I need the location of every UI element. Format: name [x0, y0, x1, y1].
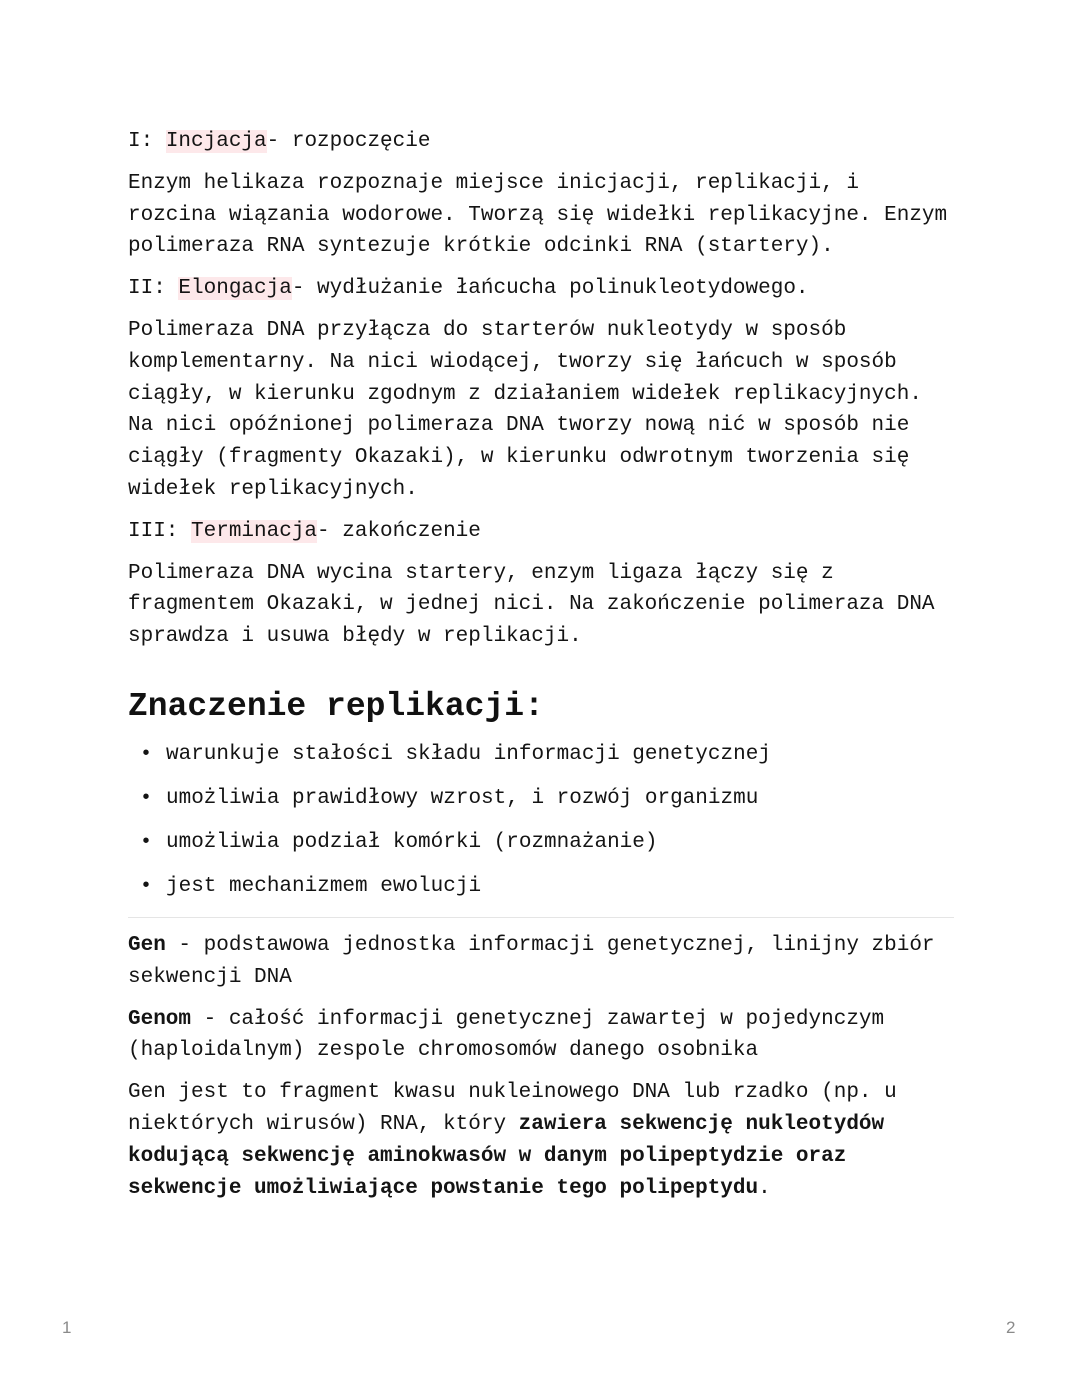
gen-definition: Gen - podstawowa jednostka informacji genetycznej, linijny zbiór sekwencji DNA: [128, 933, 935, 989]
phase-3-term: Terminacja: [191, 519, 318, 543]
gen-term: Gen: [128, 933, 166, 957]
gen-description-bold: zawiera sekwencję nukleotydów kodującą sekwencję aminokwasów w danym polipeptydzie oraz sekwencje umożliwiające powstanie tego polipeptydu: [128, 1112, 885, 1200]
phase-2-term: Elongacja: [178, 277, 292, 301]
bullet-icon: •: [140, 874, 153, 898]
page-number-left: 1: [62, 1318, 72, 1337]
phase-3-title: III: Terminacja- zakończenie: [128, 519, 481, 543]
page-number-right: 2: [1006, 1318, 1016, 1337]
bullet-icon: •: [140, 786, 153, 810]
bullet-icon: •: [140, 830, 153, 854]
list-item: • umożliwia prawidłowy wzrost, i rozwój organizmu: [128, 783, 954, 815]
phase-2-title: II: Elongacja- wydłużanie łańcucha polinukleotydowego.: [128, 277, 809, 301]
phase-3-description: Polimeraza DNA wycina startery, enzym ligaza łączy się z fragmentem Okazaki, w jednej nici. Na zakończenie polimeraza DNA sprawdza i usuwa błędy w replikacji.: [128, 561, 935, 649]
bullet-icon: •: [140, 742, 153, 766]
gen-description: Gen jest to fragment kwasu nukleinowego DNA lub rzadko (np. u niektórych wirusów) RNA, który zawiera sekwencję nukleotydów kodującą sekwencję aminokwasów w danym polipeptydzie oraz sekwencje umożliwiające powstanie tego polipeptydu.: [128, 1081, 897, 1200]
list-item: • warunkuje stałości składu informacji genetycznej: [128, 739, 954, 771]
genom-term: Genom: [128, 1007, 192, 1031]
divider: [128, 917, 954, 918]
genom-definition: Genom - całość informacji genetycznej zawartej w pojedynczym (haploidalnym) zespole chromosomów danego osobnika: [128, 1007, 885, 1063]
document-content: [128, 126, 954, 1214]
phase-1-term: Incjacja: [165, 130, 267, 153]
list-item: • jest mechanizmem ewolucji: [128, 871, 954, 903]
phase-1-description: Enzym helikaza rozpoznaje miejsce inicjacji, replikacji, i rozcina wiązania wodorowe. Tworzą się widełki replikacyjne. Enzym polimeraza RNA syntezuje krótkie odcinki RNA (startery).: [128, 171, 948, 259]
phase-1-title: I: Incjacja- rozpoczęcie: [128, 130, 431, 153]
significance-heading: Znaczenie replikacji:: [128, 687, 544, 725]
significance-list: [128, 739, 954, 903]
phase-2-description: Polimeraza DNA przyłącza do starterów nukleotydy w sposób komplementarny. Na nici wiodącej, tworzy się łańcuch w sposób ciągły, w kierunku zgodnym z działaniem widełek replikacyjnych. Na nici opóźnionej polimeraza DNA tworzy nową nić w sposób nie ciągły (fragmenty Okazaki), w kierunku odwrotnym tworzenia się widełek replikacyjnych.: [128, 318, 922, 501]
list-item: • umożliwia podział komórki (rozmnażanie): [128, 827, 954, 859]
